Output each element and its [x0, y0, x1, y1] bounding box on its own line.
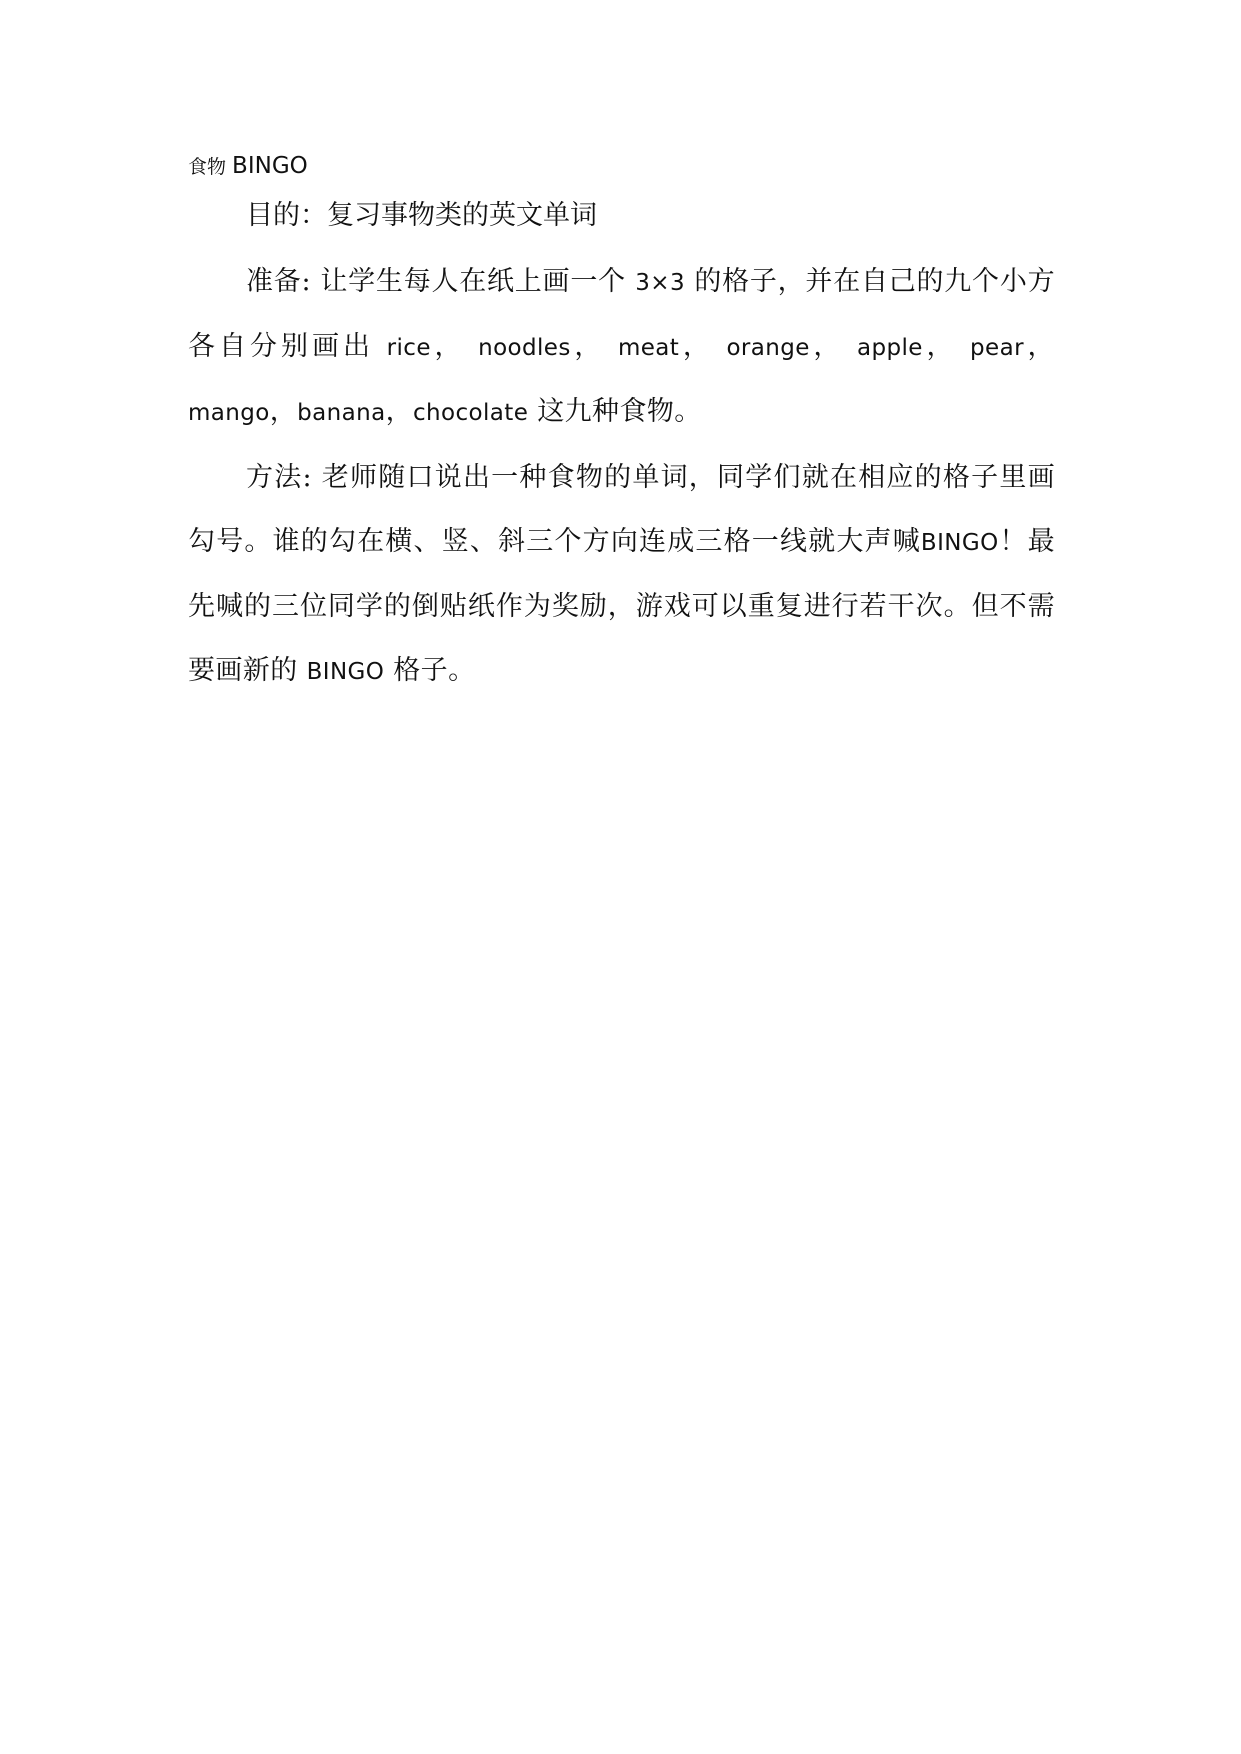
latin-word: BINGO — [232, 153, 308, 179]
latin-word: chocolate — [413, 400, 529, 426]
latin-word: pear — [970, 335, 1024, 361]
latin-word: orange — [726, 335, 810, 361]
latin-word: mango — [188, 400, 270, 426]
document-title: 食物 BINGO — [188, 153, 308, 179]
latin-word: apple — [857, 335, 923, 361]
latin-word: meat — [617, 335, 680, 361]
latin-word: BINGO — [920, 530, 999, 556]
method-paragraph: 方法: 老师随口说出一种食物的单词，同学们就在相应的格子里画勾号。谁的勾在横、竖、斜三个方向连成三格一线就大声喊BINGO！最先喊的三位同学的倒贴纸作为奖励，游戏可以重复进行若干次。但不需要画新的 BINGO 格子。 — [188, 462, 1055, 686]
latin-word: 3×3 — [635, 270, 685, 296]
latin-word: noodles — [478, 335, 571, 361]
latin-word: banana — [297, 400, 386, 426]
purpose-paragraph: 目的：复习事物类的英文单词 — [246, 200, 597, 231]
latin-word: BINGO — [306, 659, 385, 685]
latin-word: rice — [386, 335, 431, 361]
preparation-paragraph: 准备: 让学生每人在纸上画一个 3×3 的格子，并在自己的九个小方各自分别画出 rice， noodles， meat， orange， apple， pear， mango，banana，chocolate 这九种食物。 — [188, 266, 1055, 427]
